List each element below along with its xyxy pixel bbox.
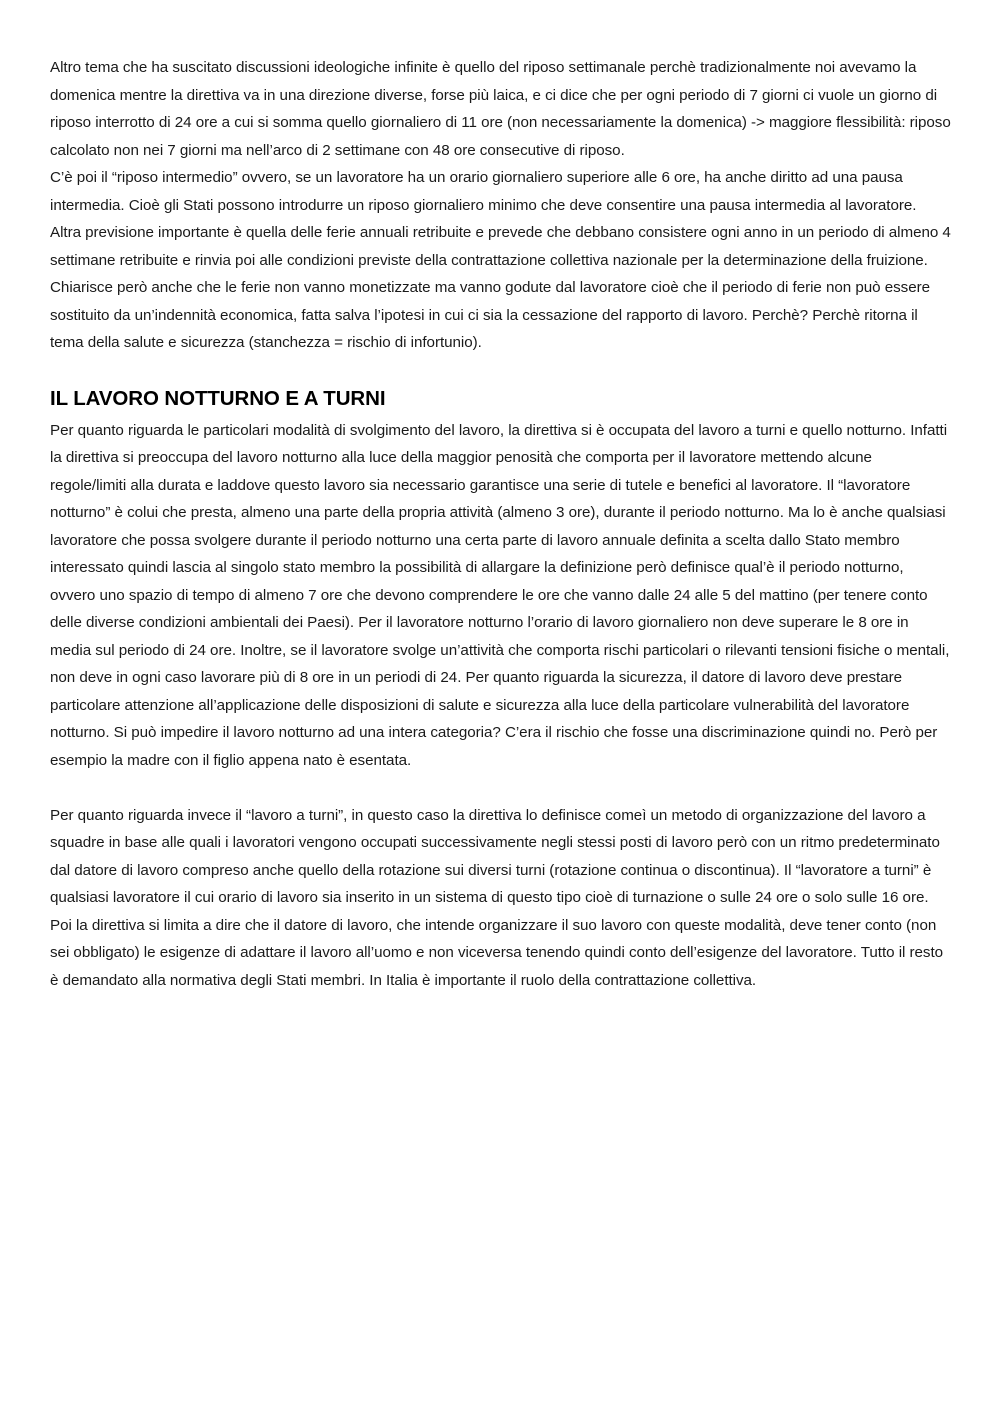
paragraph-annual-leave: Altra previsione importante è quella delle ferie annuali retribuite e prevede che debbano consistere ogni anno in un periodo di almeno 4 settimane retribuite e rinvia poi alle condizioni previste della contrattazione collettiva nazionale per la determinazione della fruizione. Chiarisce però anche che le ferie non vanno monetizzate ma vanno godute dal lavoratore cioè che il periodo di ferie non può essere sostituito da un’indennità economica, fatta salva l’ipotesi in cui ci sia la cessazione del rapporto di lavoro. Perchè? Perchè ritorna il tema della salute e sicurezza (stanchezza = rischio di infortunio). — [50, 224, 951, 351]
section-heading: IL LAVORO NOTTURNO E A TURNI — [50, 386, 386, 410]
paragraph-weekly-rest: Altro tema che ha suscitato discussioni ideologiche infinite è quello del riposo settimanale perchè tradizionalmente noi avevamo la domenica mentre la direttiva va in una direzione diverse, forse più laica, e ci dice che per ogni periodo di 7 giorni ci vuole un giorno di riposo interrotto di 24 ore a cui si somma quello giornaliero di 11 ore (non necessariamente la domenica) -> maggiore flessibilità: riposo calcolato non nei 7 giorni ma nell’arco di 2 settimane con 48 ore consecutive di riposo. — [50, 59, 951, 159]
paragraph-intermediate-rest: C’è poi il “riposo intermedio” ovvero, se un lavoratore ha un orario giornaliero superiore alle 6 ore, ha anche diritto ad una pausa intermedia. Cioè gli Stati possono introdurre un riposo giornaliero minimo che deve consentire una pausa intermedia al lavoratore. — [50, 169, 917, 214]
paragraph-spacer — [50, 774, 952, 802]
document-page — [50, 54, 952, 994]
paragraph-shift-work: Per quanto riguarda invece il “lavoro a turni”, in questo caso la direttiva lo definisce comeì un metodo di organizzazione del lavoro a squadre in base alle quali i lavoratori vengono occupati successivamente negli stessi posti di lavoro però con un ritmo predeterminato dal datore di lavoro compreso anche quello della rotazione sui diversi turni (rotazione continua o discontinua). Il “lavoratore a turni” è qualsiasi lavoratore il cui orario di lavoro sia inserito in un sistema di questo tipo cioè di turnazione o sulle 24 ore o solo sulle 16 ore. Poi la direttiva si limita a dire che il datore di lavoro, che intende organizzare il suo lavoro con queste modalità, deve tener conto (non sei obbligato) le esigenze di adattare il lavoro all’uomo e non viceversa tenendo quindi conto dell’esigenze del lavoratore. Tutto il resto è demandato alla normativa degli Stati membri. In Italia è importante il ruolo della contrattazione collettiva. — [50, 806, 944, 989]
paragraph-night-work: Per quanto riguarda le particolari modalità di svolgimento del lavoro, la direttiva si è occupata del lavoro a turni e quello notturno. Infatti la direttiva si preoccupa del lavoro notturno alla luce della maggior penosità che comporta per il lavoratore mettendo alcune regole/limiti alla durata e laddove questo lavoro sia necessario garantisce una serie di tutele e benefici al lavoratore. Il “lavoratore notturno” è colui che presta, almeno una parte della propria attività (almeno 3 ore), durante il periodo notturno. Ma lo è anche qualsiasi lavoratore che possa svolgere durante il periodo notturno una certa parte di lavoro annuale definita a scelta dallo Stato membro interessato quindi lascia al singolo stato membro la possibilità di allargare la definizione però definisce qual’è il periodo notturno, ovvero uno spazio di tempo di almeno 7 ore che devono comprendere le ore che vanno dalle 24 alle 5 del mattino (per tenere conto delle diverse condizioni ambientali dei Paesi). Per il lavoratore notturno l’orario di lavoro giornaliero non deve superare le 8 ore in media sul periodo di 24 ore. Inoltre, se il lavoratore svolge un’attività che comporta rischi particolari o rilevanti tensioni fisiche o mentali, non deve in ogni caso lavorare più di 8 ore in un periodi di 24. Per quanto riguarda la sicurezza, il datore di lavoro deve prestare particolare attenzione all’applicazione delle disposizioni di salute e sicurezza alla luce della particolare vulnerabilità del lavoratore notturno. Si può impedire il lavoro notturno ad una intera categoria? C’era il rischio che fosse una discriminazione quindi no. Però per esempio la madre con il figlio appena nato è esentata. — [50, 421, 950, 769]
